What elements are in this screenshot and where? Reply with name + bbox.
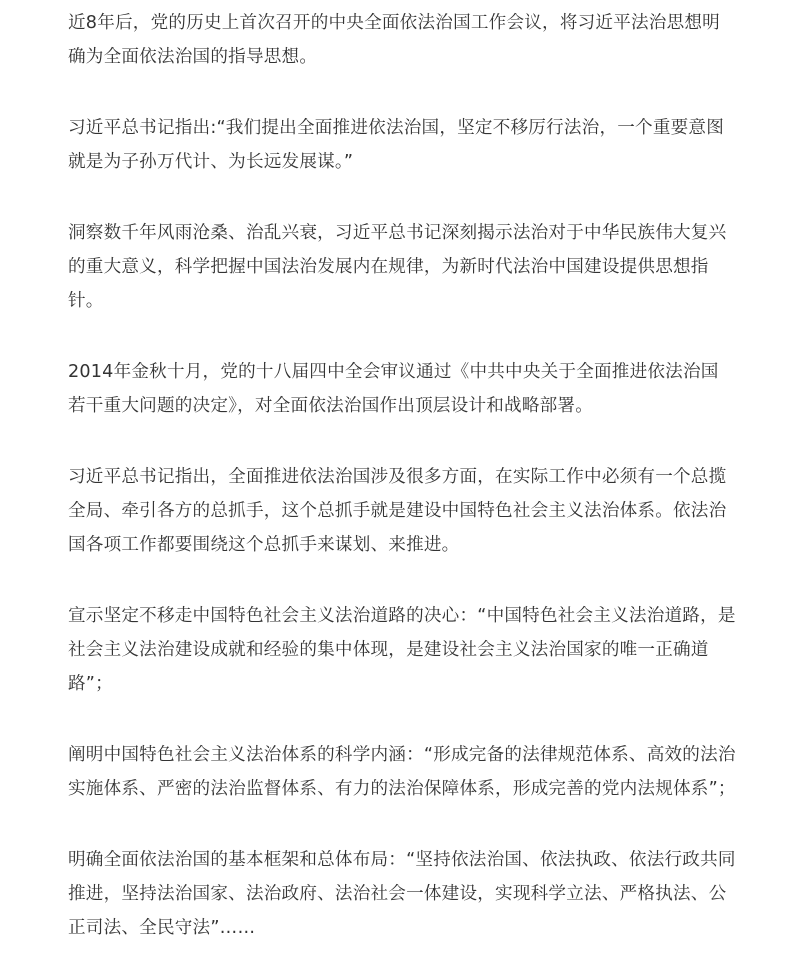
paragraph-6: 宣示坚定不移走中国特色社会主义法治道路的决心：“中国特色社会主义法治道路，是社会主义法治建设成就和经验的集中体现，是建设社会主义法治国家的唯一正确道路”； — [68, 606, 736, 694]
paragraph-2: 习近平总书记指出:“我们提出全面推进依法治国，坚定不移厉行法治，一个重要意图就是为子孙万代计、为长远发展谋。” — [68, 118, 725, 172]
paragraph-4: 2014年金秋十月，党的十八届四中全会审议通过《中共中央关于全面推进依法治国若干重大问题的决定》，对全面依法治国作出顶层设计和战略部署。 — [68, 362, 719, 416]
paragraph-3: 洞察数千年风雨沧桑、治乱兴衰，习近平总书记深刻揭示法治对于中华民族伟大复兴的重大意义，科学把握中国法治发展内在规律，为新时代法治中国建设提供思想指针。 — [68, 223, 727, 311]
article-body — [68, 6, 736, 945]
paragraph-7: 阐明中国特色社会主义法治体系的科学内涵：“形成完备的法律规范体系、高效的法治实施体系、严密的法治监督体系、有力的法治保障体系，形成完善的党内法规体系”； — [68, 745, 736, 799]
paragraph-5: 习近平总书记指出，全面推进依法治国涉及很多方面，在实际工作中必须有一个总揽全局、牵引各方的总抓手，这个总抓手就是建设中国特色社会主义法治体系。依法治国各项工作都要围绕这个总抓手来谋划、来推进。 — [68, 467, 727, 555]
paragraph-1: 近8年后，党的历史上首次召开的中央全面依法治国工作会议，将习近平法治思想明确为全面依法治国的指导思想。 — [68, 13, 720, 67]
paragraph-8: 明确全面依法治国的基本框架和总体布局：“坚持依法治国、依法执政、依法行政共同推进，坚持法治国家、法治政府、法治社会一体建设，实现科学立法、严格执法、公正司法、全民守法”…… — [68, 850, 736, 938]
